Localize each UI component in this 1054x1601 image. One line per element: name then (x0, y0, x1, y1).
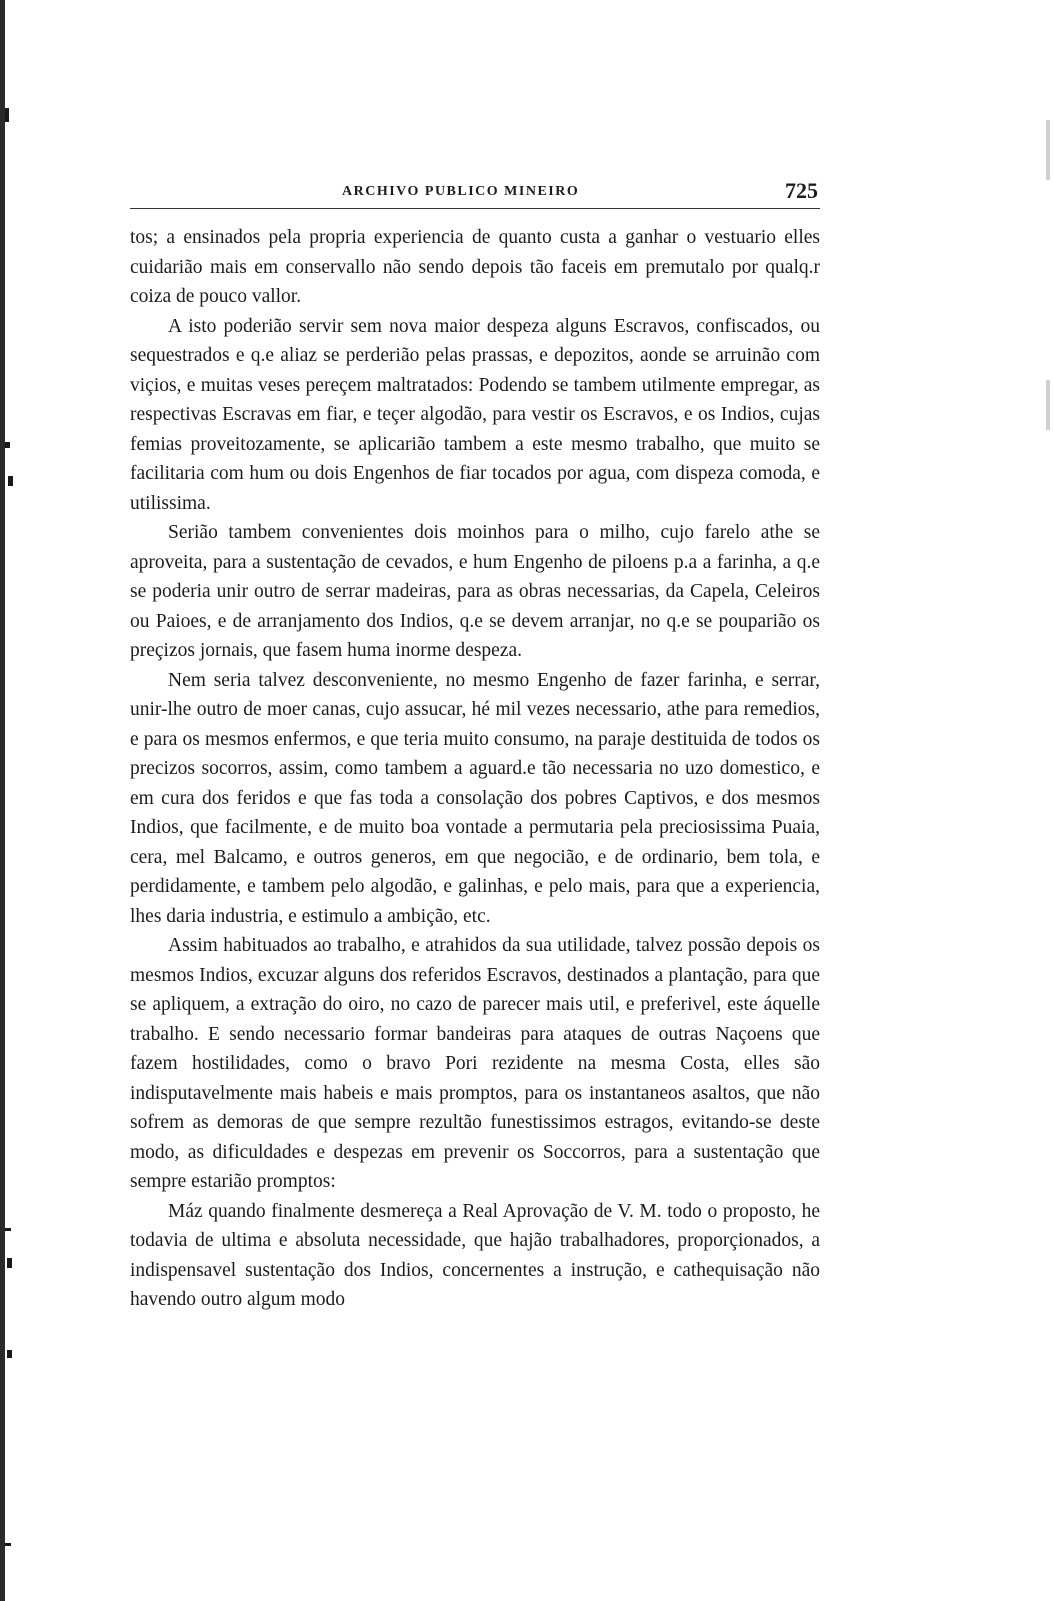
page-number: 725 (785, 178, 818, 203)
scan-margin-mark (5, 442, 10, 448)
paragraph: Nem seria talvez desconveniente, no mesmo Engenho de fazer farinha, e serrar, unir-lhe outro de moer canas, cujo assucar, hé mil vezes necessario, athe para remedios, e para os mesmos enfermos, e que teria muito consumo, na paraje destituida de todos os precizos socorros, assim, como tambem a aguard.e tão necessaria no uzo domestico, e em cura dos feridos e que fas toda a consolação dos pobres Captivos, e dos mesmos Indios, que facilmente, e de muito boa vontade a permutaria pela preciosissima Puaia, cera, mel Balcamo, e outros generos, em que negocião, e de ordinario, bem tola, e perdidamente, e tambem pelo algodão, e galinhas, e pelo mais, para que a experiencia, lhes daria industria, e estimulo a ambição, etc. (130, 669, 820, 927)
scan-margin-mark (5, 108, 9, 122)
page-header (130, 178, 820, 209)
running-title: ARCHIVO PUBLICO MINEIRO (342, 184, 580, 199)
paragraph: Serião tambem convenientes dois moinhos para o milho, cujo farelo athe se aproveita, para a sustentação de cevados, e hum Engenho de piloens p.a a farinha, a q.e se poderia unir outro de serrar madeiras, para as obras necessarias, da Capela, Celeiros ou Paioes, e de arranjamento dos Indios, q.e se devem arranjar, no q.e se pouparião os preçizos jornais, que fasem huma inorme despeza. (130, 522, 820, 661)
body-text (130, 223, 820, 1315)
paragraph: tos; a ensinados pela propria experiencia de quanto custa a ganhar o vestuario elles cuidarião mais em conservallo não sendo depois tão faceis em premutalo por qualq.r coiza de pouco vallor. (130, 227, 820, 307)
scan-margin-mark (7, 1258, 12, 1268)
scan-margin-mark (8, 476, 13, 486)
scan-margin-shadow (0, 0, 5, 1601)
paragraph: Máz quando finalmente desmereça a Real Aprovação de V. M. todo o proposto, he todavia de ultima e absoluta necessidade, que hajão trabalhadores, proporçionados, a indispensavel sustentação dos Indios, concernentes a instrução, e cathequisação não havendo outro algum modo (130, 1200, 820, 1310)
scan-edge-speck (1046, 380, 1050, 430)
paragraph: Assim habituados ao trabalho, e atrahidos da sua utilidade, talvez possão depois os mesmos Indios, excuzar alguns dos referidos Escravos, destinados a plantação, para que se apliquem, a extração do oiro, no cazo de parecer mais util, e preferivel, este áquelle trabalho. E sendo necessario formar bandeiras para ataques de outras Naçoens que fazem hostilidades, como o bravo Pori rezidente na mesma Costa, elles são indisputavelmente mais habeis e mais promptos, para os instantaneos asaltos, que não sofrem as demoras de que sempre rezultão funestissimos estragos, evitando-se deste modo, as dificuldades e despezas em prevenir os Soccorros, para a sustentação que sempre estarião promptos: (130, 935, 820, 1192)
scan-margin-mark (7, 1350, 12, 1358)
scan-edge-speck (1046, 120, 1050, 180)
scan-margin-mark (5, 1543, 11, 1546)
book-page (130, 178, 820, 1315)
paragraph: A isto poderião servir sem nova maior despeza alguns Escravos, confiscados, ou sequestrados e q.e aliaz se perderião pelas prassas, e depozitos, aonde se arruinão com viçios, e muitas veses pereçem maltratados: Podendo se tambem utilmente empregar, as respectivas Escravas em fiar, e teçer algodão, para vestir os Escravos, e os Indios, cujas femias proveitozamente, se aplicarião tambem a este mesmo trabalho, que muito se facilitaria com hum ou dois Engenhos de fiar tocados por agua, com dispeza comoda, e utilissima. (130, 315, 820, 514)
scan-margin-mark (5, 1228, 11, 1231)
